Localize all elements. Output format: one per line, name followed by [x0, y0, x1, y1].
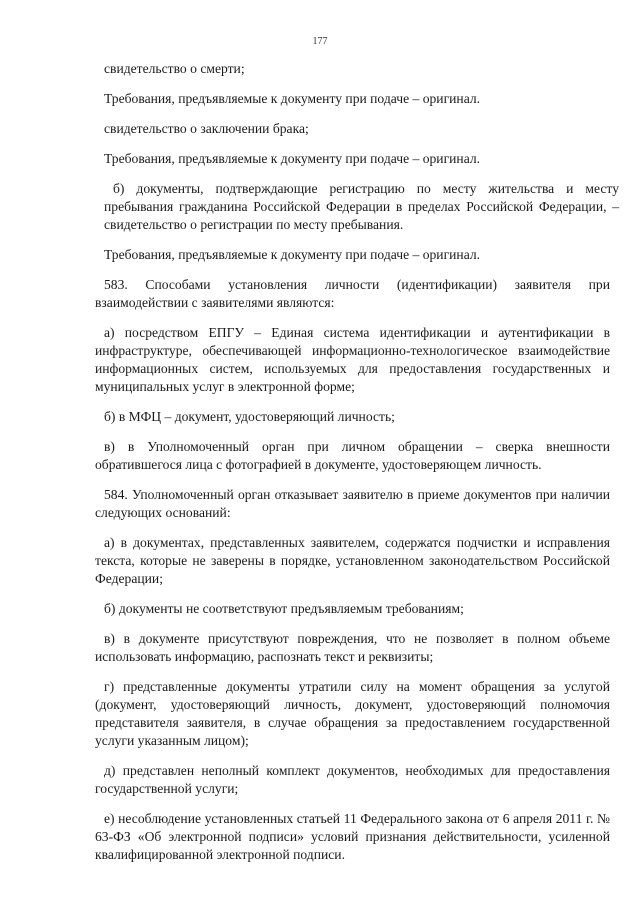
paragraph-584-d: д) представлен неполный комплект документов, необходимых для предоставления государственной услуги;: [95, 763, 610, 796]
paragraph-583-a: а) посредством ЕПГУ – Единая система идентификации и аутентификации в инфраструктуре, обеспечивающей информационно-технологическое взаимодействие информационных систем, используемых для предоставления государственных и муниципальных услуг в электронной форме;: [95, 325, 610, 394]
paragraph-requirements-original: Требования, предъявляемые к документу при подаче – оригинал.: [104, 91, 481, 106]
paragraph-death-certificate: свидетельство о смерти;: [104, 61, 245, 76]
paragraph-marriage-certificate: свидетельство о заключении брака;: [104, 121, 309, 136]
document-body: [95, 60, 619, 864]
paragraph-residence-documents: б) документы, подтверждающие регистрацию по месту жительства и месту пребывания гражданина Российской Федерации в пределах Российской Федерации, – свидетельство о регистрации по месту пребывания.: [104, 181, 619, 232]
paragraph-584: 584. Уполномоченный орган отказывает заявителю в приеме документов при наличии следующих оснований:: [95, 487, 610, 520]
paragraph-584-a: а) в документах, представленных заявителем, содержатся подчистки и исправления текста, которые не заверены в порядке, установленном законодательством Российской Федерации;: [95, 535, 610, 586]
paragraph-584-g: г) представленные документы утратили силу на момент обращения за услугой (документ, удостоверяющий личность, документ, удостоверяющий полномочия представителя заявителя, в случае обращения за предоставлением государственной услуги указанным лицом);: [95, 679, 610, 748]
paragraph-584-e: е) несоблюдение установленных статьей 11 Федерального закона от 6 апреля 2011 г. № 63-ФЗ «Об электронной подписи» условий признания действительности, усиленной квалифицированной электронной подписи.: [95, 811, 610, 862]
paragraph-583: 583. Способами установления личности (идентификации) заявителя при взаимодействии с заявителями являются:: [95, 277, 610, 310]
paragraph-583-v: в) в Уполномоченный орган при личном обращении – сверка внешности обратившегося лица с фотографией в документе, удостоверяющем личность.: [95, 439, 610, 472]
paragraph-584-v: в) в документе присутствуют повреждения, что не позволяет в полном объеме использовать информацию, распознать текст и реквизиты;: [95, 631, 610, 664]
paragraph-requirements-original: Требования, предъявляемые к документу при подаче – оригинал.: [104, 151, 481, 166]
paragraph-583-b: б) в МФЦ – документ, удостоверяющий личность;: [104, 409, 395, 424]
paragraph-584-b: б) документы не соответствуют предъявляемым требованиям;: [104, 601, 464, 616]
paragraph-requirements-original: Требования, предъявляемые к документу при подаче – оригинал.: [104, 247, 481, 262]
page-number: 177: [312, 36, 328, 47]
